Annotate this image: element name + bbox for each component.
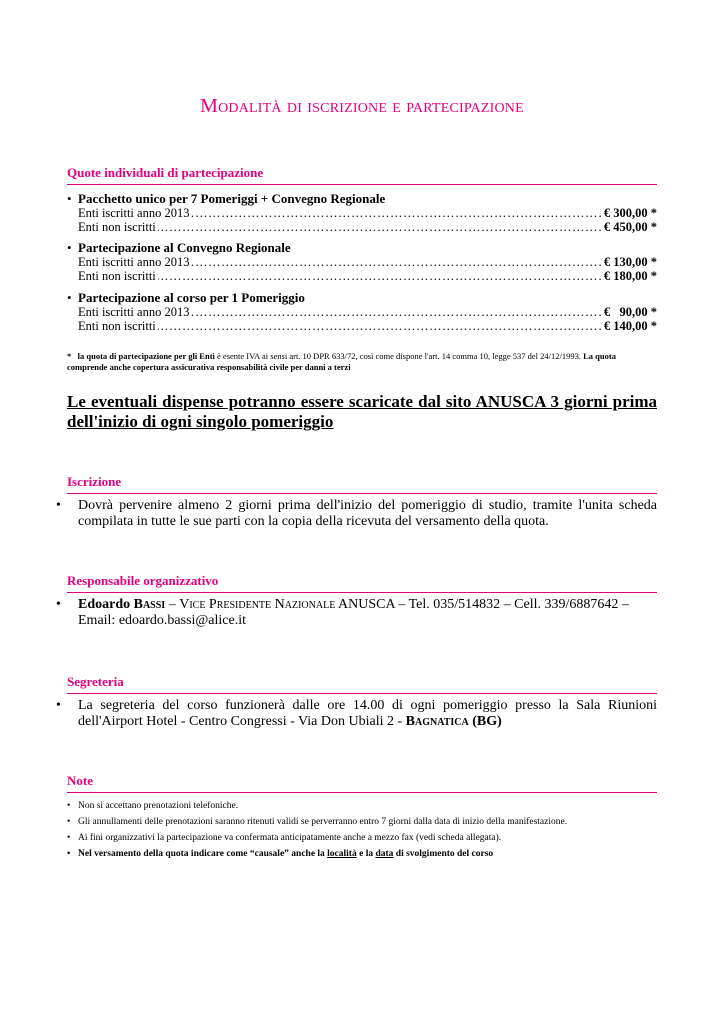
note-causale-end: di svolgimento del corso — [395, 849, 494, 859]
contact-email: Email: edoardo.bassi@alice.it — [78, 613, 247, 628]
fee-row-price: € 140,00 * — [603, 319, 657, 333]
contact-role: Vice Presidente Nazionale — [179, 597, 336, 612]
fee-row — [78, 269, 657, 283]
footnote-bold-tail: La quota comprende anche copertura assicurativa responsabilità civile per danni a terzi — [67, 351, 616, 372]
contact-org: ANUSCA — [338, 597, 395, 612]
section-heading-quote: Quote individuali di partecipazione — [67, 165, 657, 185]
bullet-icon: • — [56, 498, 61, 513]
bullet-icon: • — [67, 191, 72, 206]
note-item: • Gli annullamenti delle prenotazioni saranno ritenuti validi se perverranno entro 7 giorni dalla data di inizio della manifestazione. — [67, 814, 657, 830]
responsabile-block: • Edoardo Bassi – Vice Presidente Nazionale ANUSCA – Tel. 035/514832 – Cell. 339/6887642 – Email: edoardo.bassi@alice.it — [56, 597, 629, 628]
iscrizione-text-block — [56, 498, 657, 530]
fee-row-price: € 450,00 * — [603, 220, 657, 234]
fee-group-pacchetto — [67, 191, 657, 234]
iscrizione-text: Dovrà pervenire almeno 2 giorni prima dell'inizio del pomeriggio di studio, tramite l'unita scheda compilata in tutte le sue parti con la copia della ricevuta del versamento della quota. — [78, 498, 657, 529]
bullet-icon: • — [67, 290, 72, 305]
note-localita: località — [327, 849, 357, 859]
fee-row-label: Enti non iscritti — [78, 319, 156, 333]
note-causale-and: e la — [359, 849, 374, 859]
bullet-icon: • — [56, 597, 61, 612]
footnote-text: è esente IVA ai sensi art. 10 DPR 633/72, così come dispone l'art. 14 comma 10, legge 537 del 24/12/1993. — [217, 351, 582, 361]
fee-row — [78, 255, 657, 269]
bullet-icon: • — [56, 698, 61, 713]
note-item: • Ai fini organizzativi la partecipazione va confermata anticipatamente anche a mezzo fax (vedi scheda allegata). — [67, 830, 657, 846]
contact-first-name: Edoardo — [78, 597, 131, 612]
note-data: data — [375, 849, 394, 859]
note-item-causale — [67, 846, 657, 862]
segreteria-block — [56, 698, 657, 730]
dispense-notice: Le eventuali dispense potranno essere scaricate dal sito ANUSCA 3 giorni prima dell'inizio di ogni singolo pomeriggio — [67, 392, 657, 431]
fee-group-convegno — [67, 240, 657, 283]
notes-list — [67, 798, 657, 862]
fee-row — [78, 305, 657, 319]
fee-row — [78, 319, 657, 333]
fee-group-title: Pacchetto unico per 7 Pomeriggi + Convegno Regionale — [78, 191, 386, 206]
fee-row-label: Enti non iscritti — [78, 269, 156, 283]
fee-group-title: Partecipazione al Convegno Regionale — [78, 240, 291, 255]
fee-row — [78, 206, 657, 220]
section-heading-responsabile: Responsabile organizzativo — [67, 573, 657, 593]
fee-row-price: € 300,00 * — [603, 206, 657, 220]
note-item: • Non si accettano prenotazioni telefoniche. — [67, 798, 657, 814]
segreteria-text: La segreteria del corso funzionerà dalle ore 14.00 di ogni pomeriggio presso la Sala Riunioni dell'Airport Hotel - Centro Congressi - Via Don Ubiali 2 - — [78, 698, 657, 729]
contact-tel: Tel. 035/514832 — [408, 597, 501, 612]
contact-cell: Cell. 339/6887642 — [514, 597, 619, 612]
fee-group-pomeriggio — [67, 290, 657, 333]
fee-row-label: Enti iscritti anno 2013 — [78, 305, 190, 319]
contact-last-name: Bassi — [133, 597, 166, 612]
bullet-icon: • — [67, 240, 72, 255]
section-heading-note: Note — [67, 773, 657, 793]
page-title: Modalità di iscrizione e partecipazione — [200, 95, 524, 117]
fee-row-price: € 130,00 * — [603, 255, 657, 269]
footnote-star: * — [67, 351, 72, 361]
fee-row-label: Enti iscritti anno 2013 — [78, 255, 190, 269]
segreteria-place: Bagnatica (BG) — [405, 714, 502, 729]
note-causale-text: Nel versamento della quota indicare come “causale” anche la — [78, 849, 325, 859]
fee-row-price: € 180,00 * — [603, 269, 657, 283]
section-heading-iscrizione: Iscrizione — [67, 474, 657, 494]
fee-row-label: Enti non iscritti — [78, 220, 156, 234]
fee-row — [78, 220, 657, 234]
fee-row-price: € 90,00 * — [603, 305, 657, 319]
fee-row-label: Enti iscritti anno 2013 — [78, 206, 190, 220]
fee-group-title: Partecipazione al corso per 1 Pomeriggio — [78, 290, 305, 305]
fee-footnote — [67, 351, 657, 373]
footnote-bold: la quota di partecipazione per gli Enti — [77, 351, 215, 361]
section-heading-segreteria: Segreteria — [67, 674, 657, 694]
